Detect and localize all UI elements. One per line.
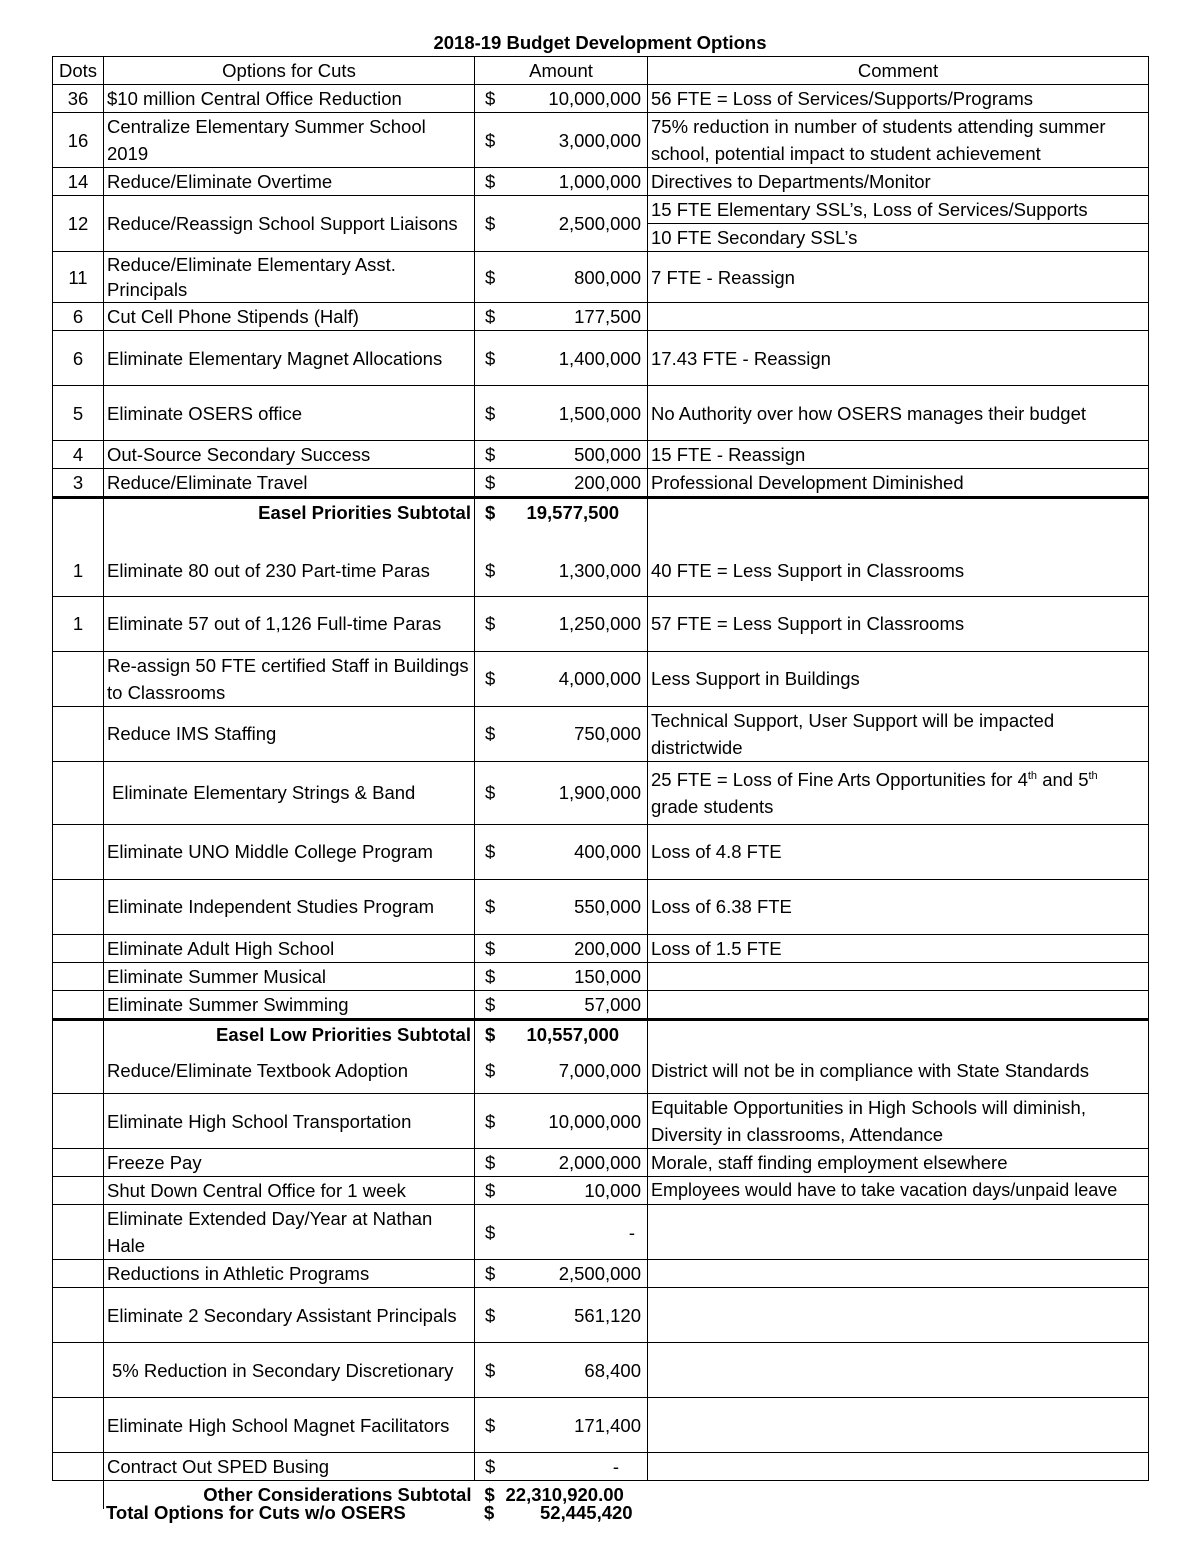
row-option: Cut Cell Phone Stipends (Half): [104, 303, 475, 331]
row-amount: -: [502, 1453, 648, 1481]
budget-table: [52, 56, 1149, 1509]
row-currency: $: [475, 1398, 502, 1453]
row-amount: 500,000: [502, 441, 648, 469]
row-option: Reduce IMS Staffing: [104, 706, 475, 761]
row-comment: [648, 1343, 1149, 1398]
row-amount: -: [502, 1205, 648, 1260]
header-comment: Comment: [648, 57, 1149, 85]
row-comment-line2: 10 FTE Secondary SSL’s: [648, 224, 1149, 252]
row-amount: 68,400: [502, 1343, 648, 1398]
comment-text-c: grade students: [651, 795, 774, 817]
table-row: [53, 1094, 1149, 1149]
row-comment: Morale, staff finding employment elsewhere: [648, 1149, 1149, 1177]
row-comment: [648, 1453, 1149, 1481]
row-option: Reduce/Eliminate Travel: [104, 469, 475, 498]
row-amount: 1,300,000: [502, 526, 648, 596]
subtotal-label: Other Considerations Subtotal: [104, 1481, 475, 1509]
row-option: Eliminate Independent Studies Program: [104, 879, 475, 934]
row-dots: 1: [53, 526, 104, 596]
row-currency: $: [475, 252, 502, 303]
ordinal-suffix: th: [1027, 769, 1038, 782]
comment-text-a: 25 FTE = Loss of Fine Arts Opportunities for 4: [651, 768, 1028, 790]
row-dots: [53, 1177, 104, 1205]
subtotal-row: [53, 1019, 1149, 1048]
row-dots: [53, 934, 104, 962]
row-amount: 10,000: [502, 1177, 648, 1205]
row-dots: 12: [53, 196, 104, 252]
row-dots: [53, 962, 104, 990]
row-currency: $: [475, 1260, 502, 1288]
row-currency: $: [475, 196, 502, 252]
row-amount: 200,000: [502, 934, 648, 962]
row-option: Eliminate Elementary Magnet Allocations: [104, 331, 475, 386]
row-option: Eliminate Elementary Strings & Band: [104, 761, 475, 824]
row-option: Contract Out SPED Busing: [104, 1453, 475, 1481]
row-dots: [53, 1398, 104, 1453]
row-dots: 6: [53, 331, 104, 386]
row-option: Eliminate High School Magnet Facilitators: [104, 1398, 475, 1453]
header-option: Options for Cuts: [104, 57, 475, 85]
row-amount: 2,500,000: [502, 1260, 648, 1288]
row-amount: 150,000: [502, 962, 648, 990]
row-comment: Employees would have to take vacation days/unpaid leave: [648, 1177, 1149, 1205]
row-dots: [53, 990, 104, 1019]
row-currency: $: [475, 1205, 502, 1260]
grand-total-currency: $: [484, 1502, 495, 1523]
row-comment: [648, 990, 1149, 1019]
row-currency: $: [475, 990, 502, 1019]
row-comment: [648, 1481, 1149, 1509]
subtotal-amount: 19,577,500: [502, 498, 648, 527]
row-currency: $: [475, 168, 502, 196]
row-currency: $: [475, 706, 502, 761]
row-dots: [53, 1288, 104, 1343]
row-amount: 2,500,000: [502, 196, 648, 252]
table-row: [53, 196, 1149, 224]
table-row: [53, 526, 1149, 596]
row-comment: 56 FTE = Loss of Services/Supports/Programs: [648, 85, 1149, 113]
row-dots: 36: [53, 85, 104, 113]
row-currency: $: [475, 934, 502, 962]
grand-total-label: Total Options for Cuts w/o OSERS: [106, 1502, 406, 1523]
header-amount: Amount: [475, 57, 648, 85]
row-dots: [53, 1094, 104, 1149]
subtotal-currency: $: [475, 1019, 502, 1048]
table-row: [53, 331, 1149, 386]
row-currency: $: [475, 824, 502, 879]
row-comment: [648, 1398, 1149, 1453]
row-dots: 16: [53, 113, 104, 168]
row-comment: Less Support in Buildings: [648, 651, 1149, 706]
table-row: [53, 303, 1149, 331]
row-dots: [53, 1048, 104, 1094]
subtotal-currency: $: [475, 498, 502, 527]
row-option: Eliminate Extended Day/Year at Nathan Hale: [104, 1205, 475, 1260]
row-currency: $: [475, 85, 502, 113]
row-comment: [648, 1288, 1149, 1343]
table-row: [53, 469, 1149, 498]
table-row: [53, 962, 1149, 990]
table-row: [53, 252, 1149, 303]
row-currency: $: [475, 331, 502, 386]
table-row: [53, 1260, 1149, 1288]
row-dots: 5: [53, 386, 104, 441]
row-dots: [53, 651, 104, 706]
table-row: [53, 1398, 1149, 1453]
row-amount: 1,500,000: [502, 386, 648, 441]
row-comment: [648, 761, 1149, 824]
table-row: [53, 386, 1149, 441]
row-amount: 800,000: [502, 252, 648, 303]
table-row: [53, 441, 1149, 469]
row-option: Re-assign 50 FTE certified Staff in Buildings to Classrooms: [104, 651, 475, 706]
header-dots: Dots: [53, 57, 104, 85]
row-currency: $: [475, 761, 502, 824]
row-option: Eliminate 57 out of 1,126 Full-time Paras: [104, 596, 475, 651]
row-comment: 75% reduction in number of students attending summer school, potential impact to student achievement: [648, 113, 1149, 168]
row-amount: 2,000,000: [502, 1149, 648, 1177]
row-currency: $: [475, 113, 502, 168]
table-row: [53, 824, 1149, 879]
row-currency: $: [475, 526, 502, 596]
row-comment: District will not be in compliance with State Standards: [648, 1048, 1149, 1094]
document-title: 2018-19 Budget Development Options: [433, 32, 767, 53]
row-dots: [53, 1205, 104, 1260]
row-comment: [648, 303, 1149, 331]
row-option: Reduce/Eliminate Elementary Asst. Principals: [104, 252, 475, 303]
row-option: Reductions in Athletic Programs: [104, 1260, 475, 1288]
row-dots: [53, 706, 104, 761]
row-currency: $: [475, 386, 502, 441]
row-dots: 3: [53, 469, 104, 498]
subtotal-label: Easel Priorities Subtotal: [104, 498, 475, 527]
row-amount: 3,000,000: [502, 113, 648, 168]
table-row: [53, 1205, 1149, 1260]
row-amount: 550,000: [502, 879, 648, 934]
row-amount: 561,120: [502, 1288, 648, 1343]
row-dots: [53, 1019, 104, 1048]
row-dots: [53, 761, 104, 824]
row-comment: [648, 498, 1149, 527]
row-currency: $: [475, 1343, 502, 1398]
row-amount: 200,000: [502, 469, 648, 498]
row-option: Freeze Pay: [104, 1149, 475, 1177]
row-currency: $: [475, 1288, 502, 1343]
row-option: Centralize Elementary Summer School 2019: [104, 113, 475, 168]
row-amount: 1,400,000: [502, 331, 648, 386]
row-option: Eliminate Adult High School: [104, 934, 475, 962]
subtotal-amount: 10,557,000: [502, 1019, 648, 1048]
row-dots: 6: [53, 303, 104, 331]
row-option: $10 million Central Office Reduction: [104, 85, 475, 113]
row-comment: [648, 1205, 1149, 1260]
row-amount: 7,000,000: [502, 1048, 648, 1094]
table-row: [53, 596, 1149, 651]
row-option: Out-Source Secondary Success: [104, 441, 475, 469]
table-row: [53, 990, 1149, 1019]
row-currency: $: [475, 303, 502, 331]
row-option: Eliminate Summer Swimming: [104, 990, 475, 1019]
row-dots: [53, 1149, 104, 1177]
row-amount: 10,000,000: [502, 1094, 648, 1149]
row-comment: Loss of 1.5 FTE: [648, 934, 1149, 962]
row-option: Eliminate High School Transportation: [104, 1094, 475, 1149]
row-currency: $: [475, 1177, 502, 1205]
table-row: [53, 113, 1149, 168]
row-comment: Professional Development Diminished: [648, 469, 1149, 498]
row-option: Eliminate 2 Secondary Assistant Principals: [104, 1288, 475, 1343]
row-comment: 57 FTE = Less Support in Classrooms: [648, 596, 1149, 651]
row-dots: [53, 879, 104, 934]
table-row: [53, 1149, 1149, 1177]
table-row: [53, 1288, 1149, 1343]
row-dots: [53, 1343, 104, 1398]
row-dots: [53, 1453, 104, 1481]
row-amount: 57,000: [502, 990, 648, 1019]
row-comment: [648, 962, 1149, 990]
ordinal-suffix: th: [1088, 769, 1098, 782]
row-comment: Technical Support, User Support will be impacted districtwide: [648, 706, 1149, 761]
row-comment: 40 FTE = Less Support in Classrooms: [648, 526, 1149, 596]
row-currency: $: [475, 441, 502, 469]
row-amount: 171,400: [502, 1398, 648, 1453]
row-dots: 1: [53, 596, 104, 651]
table-row: [53, 879, 1149, 934]
table-row: [53, 706, 1149, 761]
row-option: Reduce/Eliminate Textbook Adoption: [104, 1048, 475, 1094]
row-dots: [53, 498, 104, 527]
subtotal-currency: $: [484, 1484, 495, 1505]
table-row: [53, 651, 1149, 706]
row-comment: [648, 1019, 1149, 1048]
row-amount: 177,500: [502, 303, 648, 331]
row-option: Eliminate 80 out of 230 Part-time Paras: [104, 526, 475, 596]
row-dots: 11: [53, 252, 104, 303]
table-row: [53, 168, 1149, 196]
row-amount: 400,000: [502, 824, 648, 879]
row-option: Reduce/Reassign School Support Liaisons: [104, 196, 475, 252]
row-dots: [53, 1481, 104, 1509]
row-option: Reduce/Eliminate Overtime: [104, 168, 475, 196]
table-row: [53, 85, 1149, 113]
row-comment: [648, 1260, 1149, 1288]
subtotal-row: [53, 498, 1149, 527]
table-row: [53, 761, 1149, 824]
subtotal-amount: 22,310,920.00: [505, 1484, 624, 1505]
row-currency: $: [475, 651, 502, 706]
row-option: 5% Reduction in Secondary Discretionary: [104, 1343, 475, 1398]
row-comment: 17.43 FTE - Reassign: [648, 331, 1149, 386]
row-currency: $: [475, 879, 502, 934]
row-currency: $: [475, 1453, 502, 1481]
row-amount: 1,000,000: [502, 168, 648, 196]
grand-total-amount: 52,445,420: [540, 1502, 633, 1523]
row-currency: $: [475, 469, 502, 498]
comment-text-b: and 5: [1037, 768, 1089, 790]
row-comment: No Authority over how OSERS manages their budget: [648, 386, 1149, 441]
row-dots: 14: [53, 168, 104, 196]
table-row: [53, 1343, 1149, 1398]
row-comment: 15 FTE - Reassign: [648, 441, 1149, 469]
row-currency: $: [475, 1149, 502, 1177]
row-dots: [53, 824, 104, 879]
table-row: [53, 934, 1149, 962]
table-row: [53, 1453, 1149, 1481]
row-dots: 4: [53, 441, 104, 469]
row-amount: 1,250,000: [502, 596, 648, 651]
row-comment: 7 FTE - Reassign: [648, 252, 1149, 303]
row-amount: 10,000,000: [502, 85, 648, 113]
row-dots: [53, 1260, 104, 1288]
table-header-row: [53, 57, 1149, 85]
row-currency: $: [475, 596, 502, 651]
row-option: Eliminate Summer Musical: [104, 962, 475, 990]
row-currency: $: [475, 1048, 502, 1094]
row-amount: 1,900,000: [502, 761, 648, 824]
row-comment: Loss of 4.8 FTE: [648, 824, 1149, 879]
row-comment: Directives to Departments/Monitor: [648, 168, 1149, 196]
row-option: Eliminate OSERS office: [104, 386, 475, 441]
row-comment: 15 FTE Elementary SSL’s, Loss of Services/Supports: [648, 196, 1149, 224]
table-row: [53, 1177, 1149, 1205]
row-option: Eliminate UNO Middle College Program: [104, 824, 475, 879]
row-currency: $: [475, 1094, 502, 1149]
row-comment: Equitable Opportunities in High Schools will diminish, Diversity in classrooms, Attendance: [648, 1094, 1149, 1149]
row-amount: 750,000: [502, 706, 648, 761]
row-option: Shut Down Central Office for 1 week: [104, 1177, 475, 1205]
row-currency: $: [475, 962, 502, 990]
subtotal-label: Easel Low Priorities Subtotal: [104, 1019, 475, 1048]
table-row: [53, 1048, 1149, 1094]
row-amount: 4,000,000: [502, 651, 648, 706]
row-comment: Loss of 6.38 FTE: [648, 879, 1149, 934]
